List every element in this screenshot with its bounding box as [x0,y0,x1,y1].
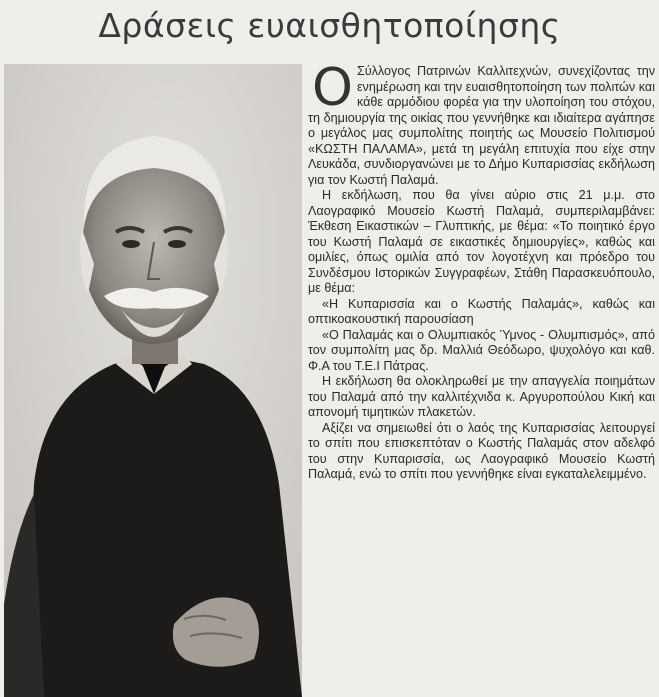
portrait-photo [4,64,302,697]
portrait-image [4,64,302,697]
article-paragraph-3: «Η Κυπαρισσία και ο Κωστής Παλαμάς», καθώς και οπτικοακουστική παρουσίαση [308,296,655,326]
article-paragraph-5: Η εκδήλωση θα ολοκληρωθεί με την απαγγελία ποιημάτων του Παλαμά από την καλλιτέχνιδα κ. Αργυροπούλου Κική και απονομή τιμητικών πλακετών. [308,374,655,419]
article-paragraph-4: «Ο Παλαμάς και ο Ολυμπιακός Ύμνος - Ολυμπισμός», από τον συμπολίτη μας δρ. Μαλλιά Θεόδωρο, ψυχολόγο και καθ. Φ.Α του Τ.Ε.Ι Πάτρας. [308,327,655,373]
article-headline: Δράσεις ευαισθητοποίησης [98,6,561,45]
article-paragraph-2: Η εκδήλωση, που θα γίνει αύριο στις 21 μ.μ. στο Λαογραφικό Μουσείο Κωστή Παλαμά, συμπεριλαμβάνει: Έκθεση Εικαστικών – Γλυπτικής, με θέμα: «Το ποιητικό έργο του Κωστή Παλαμά σε εικαστικές δημιουργίες», καθώς και ομιλίες, όπως ομιλία από τον λογοτέχνη και πρόεδρο του Συνδέσμου Ιστορικών Συγγραφέων, Στάθη Παρασκευόπουλο, με θέμα: [308,188,655,295]
article-body [308,58,655,694]
article-paragraph-1 [308,58,655,188]
article-paragraph-6: Αξίζει να σημειωθεί ότι ο λαός της Κυπαρισσίας λειτουργεί το σπίτι που επισκεπτόταν ο Κωστής Παλαμάς στον αδελφό του στην Κυπαρισσία, ως Λαογραφικό Μουσείο Κωστή Παλαμά, ενώ το σπίτι που γεννήθηκε είναι εγκαταλελειμμένο. [308,420,655,481]
drop-cap: Ο [312,58,353,118]
paragraph-1-text: Σύλλογος Πατρινών Καλλιτεχνών, συνεχίζοντας την ενημέρωση και την ευαισθητοποίηση των πολιτών και κάθε αρμόδιου φορέα για την υλοποίηση του στόχου, τη δημιουργία της οικίας που γεννήθηκε και ιδιαίτερα αγάπησε ο μεγάλος μας συμπολίτης ποιητής ως Μουσείο Πολιτισμού «ΚΩΣΤΗ ΠΑΛΑΜΑ», μετά τη μεγάλη επιτυχία που είχε στην Λευκάδα, συνδιοργανώνει με το Δήμο Κυπαρισσίας εκδήλωση για τον Κωστή Παλαμά. [308,64,655,187]
